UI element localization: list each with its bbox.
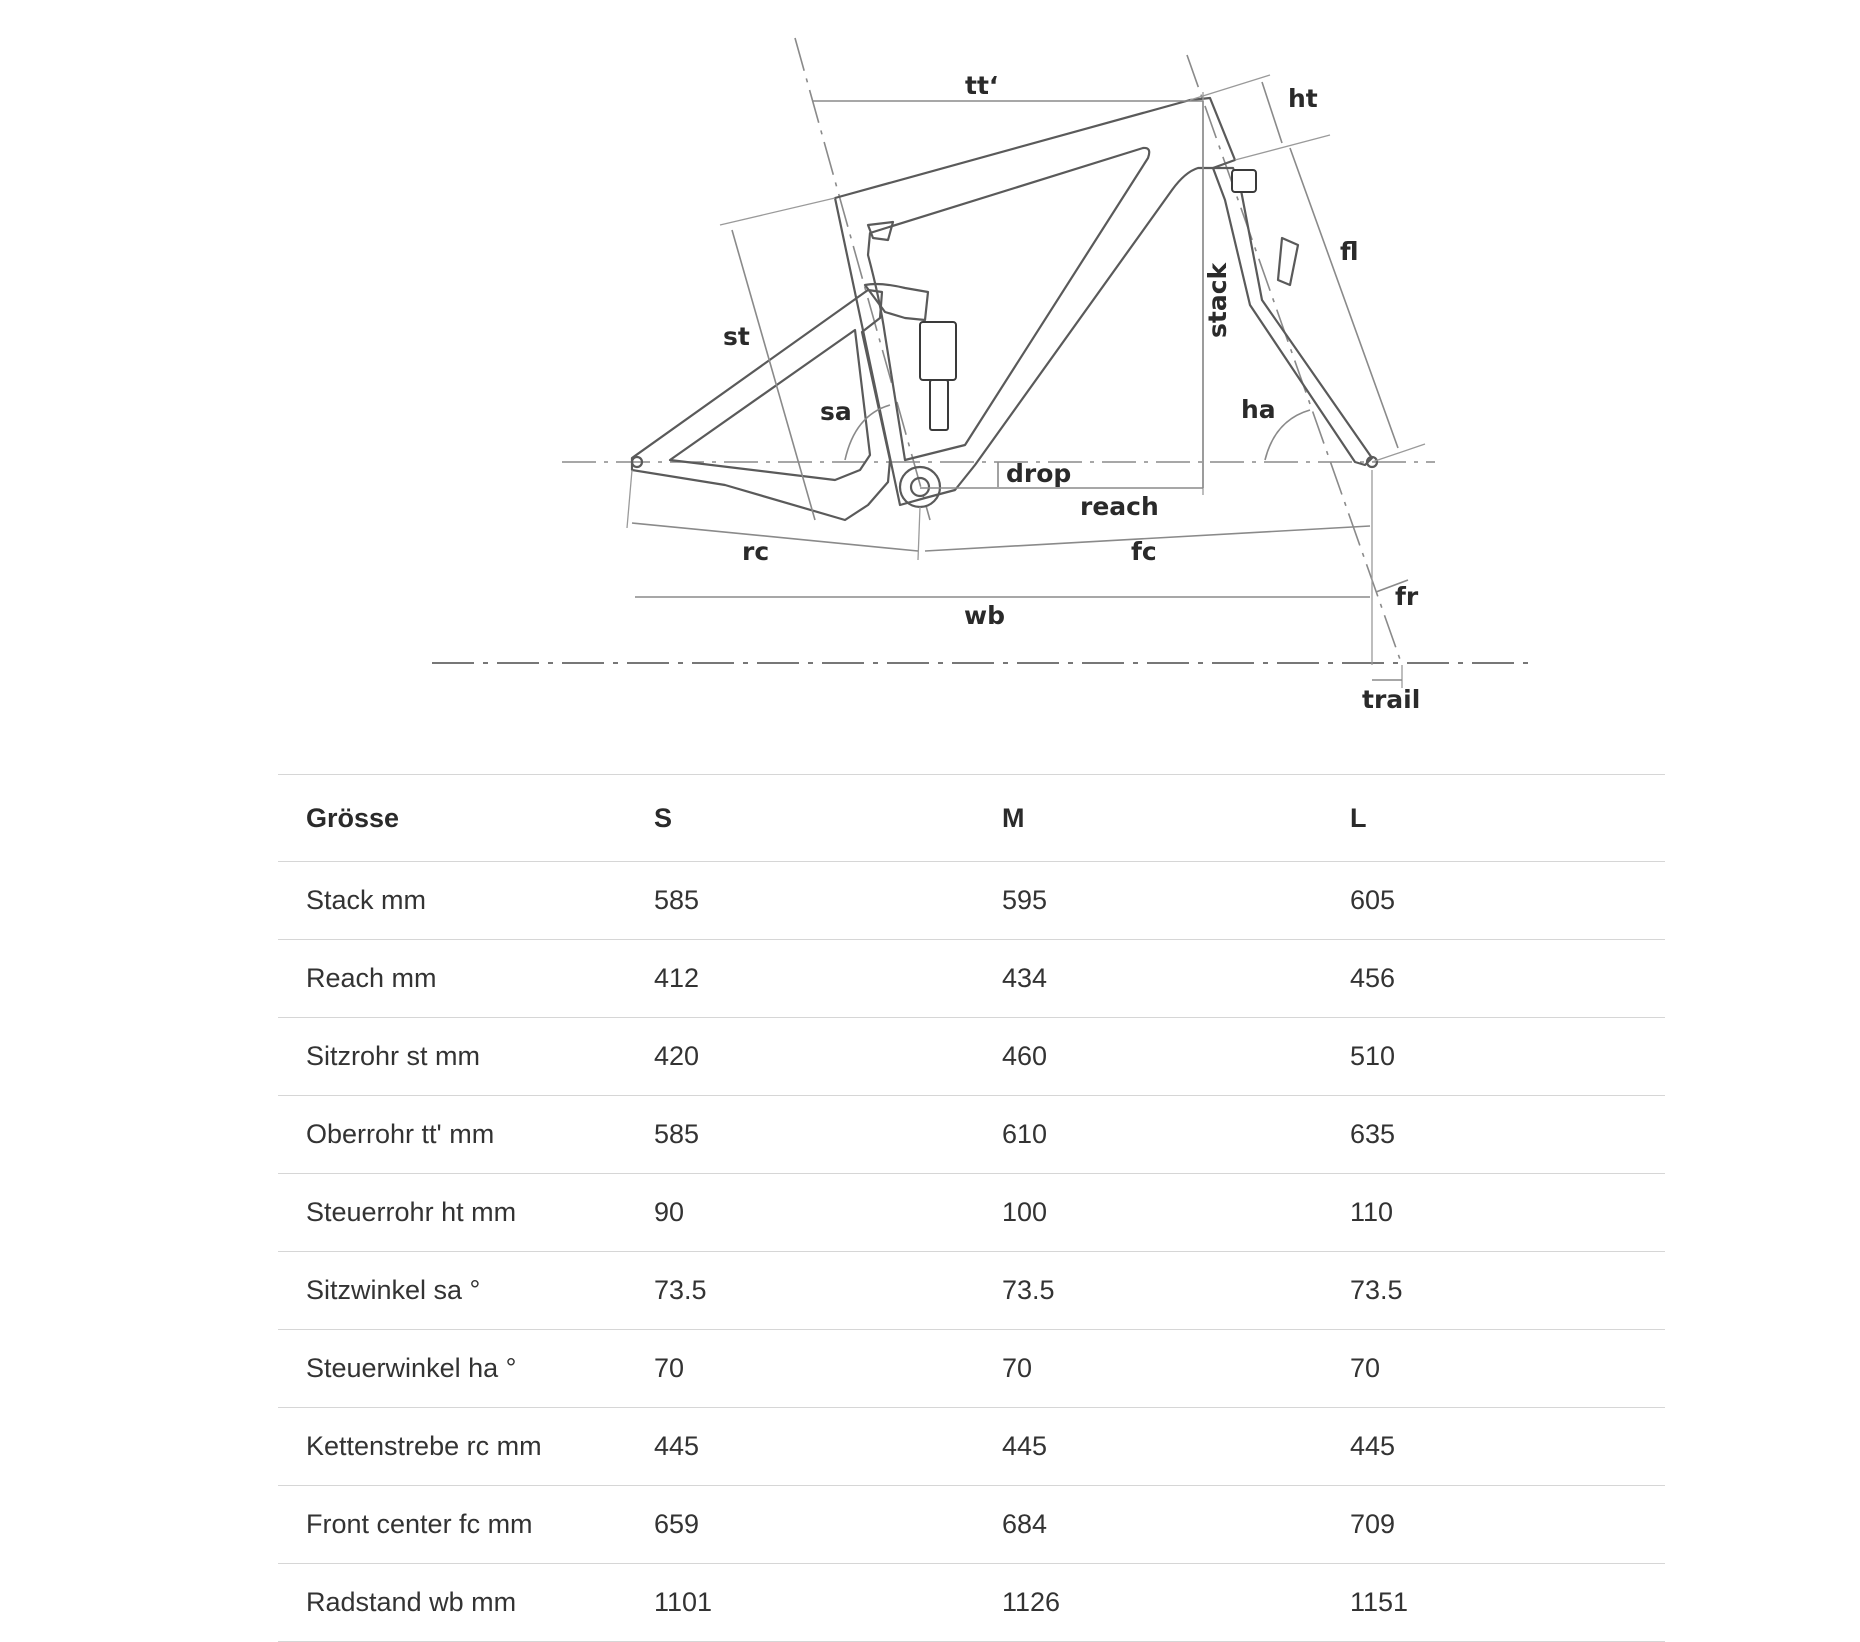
fork-lower <box>1278 238 1298 285</box>
table-row <box>278 1330 1665 1408</box>
st-dim-line <box>732 230 815 520</box>
front-triangle <box>835 98 1235 505</box>
label-ha: ha <box>1241 395 1276 424</box>
front-triangle-window <box>868 148 1149 460</box>
cell-s: 90 <box>626 1174 974 1252</box>
table-header-row <box>278 775 1665 862</box>
table-row <box>278 1408 1665 1486</box>
label-fr: fr <box>1395 582 1419 611</box>
row-label: Steuerwinkel ha ° <box>278 1330 626 1408</box>
rear-shock-shaft <box>930 380 948 430</box>
header-size-m: M <box>974 775 1322 862</box>
label-reach: reach <box>1080 492 1159 521</box>
cell-m: 1126 <box>974 1564 1322 1642</box>
fork <box>1213 168 1372 465</box>
cell-m: 460 <box>974 1018 1322 1096</box>
row-label: Kettenstrebe rc mm <box>278 1408 626 1486</box>
fork-crown-cap <box>1232 170 1256 192</box>
label-fc: fc <box>1131 537 1157 566</box>
cell-l: 456 <box>1322 940 1665 1018</box>
cell-l: 110 <box>1322 1174 1665 1252</box>
cell-m: 73.5 <box>974 1252 1322 1330</box>
cell-s: 585 <box>626 1096 974 1174</box>
cell-m: 70 <box>974 1330 1322 1408</box>
cell-m: 434 <box>974 940 1322 1018</box>
label-fl: fl <box>1340 237 1359 266</box>
seat-tube-axis <box>795 38 930 520</box>
cell-l: 635 <box>1322 1096 1665 1174</box>
ht-dim-line <box>1262 82 1282 143</box>
cell-l: 445 <box>1322 1408 1665 1486</box>
label-ht: ht <box>1288 84 1318 113</box>
cell-l: 1151 <box>1322 1564 1665 1642</box>
cell-s: 73.5 <box>626 1252 974 1330</box>
table-row <box>278 1018 1665 1096</box>
cell-s: 412 <box>626 940 974 1018</box>
row-label: Steuerrohr ht mm <box>278 1174 626 1252</box>
cell-s: 585 <box>626 862 974 940</box>
label-sa: sa <box>820 397 852 426</box>
cell-l: 605 <box>1322 862 1665 940</box>
label-st: st <box>723 322 750 351</box>
row-label: Reach mm <box>278 940 626 1018</box>
rear-shock-body <box>920 322 956 380</box>
rocker-link <box>865 284 928 320</box>
cell-l: 510 <box>1322 1018 1665 1096</box>
cell-m: 595 <box>974 862 1322 940</box>
row-label: Oberrohr tt' mm <box>278 1096 626 1174</box>
table-row <box>278 1174 1665 1252</box>
cell-m: 684 <box>974 1486 1322 1564</box>
row-label: Stack mm <box>278 862 626 940</box>
cell-l: 709 <box>1322 1486 1665 1564</box>
dimension-labels <box>723 71 1420 714</box>
table-row <box>278 1252 1665 1330</box>
cell-l: 70 <box>1322 1330 1665 1408</box>
table-row <box>278 1564 1665 1642</box>
cell-s: 1101 <box>626 1564 974 1642</box>
fl-dim-line <box>1290 148 1398 448</box>
table-row <box>278 862 1665 940</box>
label-drop: drop <box>1006 459 1072 488</box>
label-trail: trail <box>1362 685 1421 714</box>
table-row <box>278 1096 1665 1174</box>
row-label: Sitzwinkel sa ° <box>278 1252 626 1330</box>
row-label: Front center fc mm <box>278 1486 626 1564</box>
label-stack: stack <box>1203 262 1232 338</box>
steering-axis <box>1187 55 1402 665</box>
cell-s: 420 <box>626 1018 974 1096</box>
bottom-bracket-inner <box>911 478 929 496</box>
header-size-l: L <box>1322 775 1665 862</box>
header-size-s: S <box>626 775 974 862</box>
frame-geometry-diagram <box>0 0 1860 740</box>
cell-s: 445 <box>626 1408 974 1486</box>
cell-m: 445 <box>974 1408 1322 1486</box>
table-row <box>278 1486 1665 1564</box>
geometry-table <box>278 774 1665 1642</box>
cell-s: 70 <box>626 1330 974 1408</box>
cell-m: 610 <box>974 1096 1322 1174</box>
row-label: Radstand wb mm <box>278 1564 626 1642</box>
cell-m: 100 <box>974 1174 1322 1252</box>
table-row <box>278 940 1665 1018</box>
bottom-bracket <box>900 467 940 507</box>
seat-gusset <box>868 222 893 240</box>
cell-s: 659 <box>626 1486 974 1564</box>
header-size: Grösse <box>278 775 626 862</box>
dimension-lines <box>627 75 1425 688</box>
label-tt: tt‘ <box>965 71 999 100</box>
label-rc: rc <box>742 537 770 566</box>
label-wb: wb <box>964 601 1005 630</box>
rc-dim-line <box>632 523 918 551</box>
row-label: Sitzrohr st mm <box>278 1018 626 1096</box>
cell-l: 73.5 <box>1322 1252 1665 1330</box>
